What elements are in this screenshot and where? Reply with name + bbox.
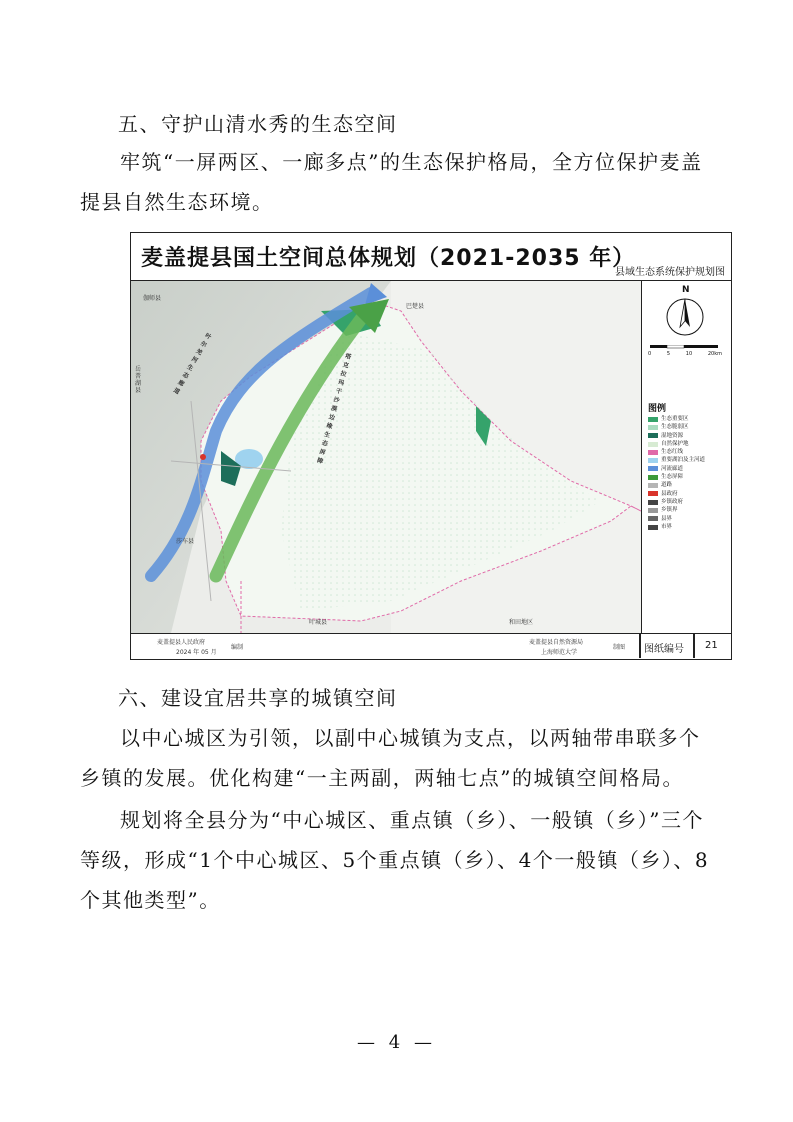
legend-swatch (648, 458, 658, 463)
legend-label: 生态重要区 (661, 416, 689, 422)
section-6-paragraph-2: 规划将全县分为“中心城区、重点镇（乡）、一般镇（乡）”三个等级，形成“1个中心城区、5个重点镇（乡）、4个一般镇（乡）、8个其他类型”。 (80, 808, 710, 912)
legend-item (648, 423, 705, 431)
footer-draw-label: 制图 (613, 644, 626, 651)
footer-org3: 上海师范大学 (541, 649, 578, 656)
section-6-heading: 六、建设宜居共享的城镇空间 (118, 686, 398, 710)
legend-swatch (648, 466, 658, 471)
legend-label: 湿地资源 (661, 432, 684, 439)
legend-item (648, 448, 705, 456)
legend-label: 道路 (661, 482, 673, 489)
legend-swatch (648, 500, 658, 505)
legend-item (648, 506, 705, 514)
legend-label: 自然保护地 (661, 440, 689, 447)
legend-label: 重要湖泊及主河道 (661, 457, 706, 464)
planning-map-figure (130, 232, 732, 660)
legend-swatch (648, 417, 658, 422)
legend-swatch (648, 433, 658, 438)
legend-label: 生态脆弱区 (661, 424, 689, 431)
legend-swatch (648, 516, 658, 521)
place-label-jiashi: 伽师县 (143, 295, 162, 302)
section-6-paragraph-1: 以中心城区为引领，以副中心城镇为支点，以两轴带串联多个乡镇的发展。优化构建“一主两副，两轴七点”的城镇空间格局。 (80, 726, 701, 790)
page-number: — 4 — (357, 1032, 436, 1053)
footer-divider (639, 634, 641, 658)
legend-label: 乡镇界 (661, 507, 678, 514)
legend-label: 县界 (661, 515, 673, 522)
legend-panel (641, 281, 731, 633)
footer-sheet-label: 图纸编号 (644, 644, 684, 655)
map-title: 麦盖提县国土空间总体规划（2021-2035 年） (141, 246, 636, 271)
footer-divider (693, 634, 695, 658)
footer-sheet-number: 21 (705, 640, 718, 651)
legend-item (648, 415, 705, 423)
legend-item (648, 498, 705, 506)
legend-label: 生态红线 (661, 449, 684, 456)
map-title-bar (131, 233, 731, 281)
section-5-heading: 五、守护山清水秀的生态空间 (118, 112, 398, 136)
legend-item (648, 440, 705, 448)
legend-item (648, 465, 705, 473)
section-5-paragraph: 牢筑“一屏两区、一廊多点”的生态保护格局，全方位保护麦盖提县自然生态环境。 (80, 150, 703, 214)
legend-title: 图例 (648, 404, 667, 414)
legend-item (648, 490, 705, 498)
legend-swatch (648, 450, 658, 455)
footer-compile-label: 编制 (231, 644, 244, 651)
legend-swatch (648, 508, 658, 513)
legend-label: 县政府 (661, 490, 678, 497)
place-label-yecheng: 叶城县 (309, 619, 328, 626)
legend-item (648, 473, 705, 481)
barrier-label: 塔克拉玛干沙漠边缘生态屏障 (316, 352, 352, 466)
scale-tick: 10 (685, 351, 693, 357)
scale-tick: 5 (666, 351, 671, 357)
legend-label: 生态屏障 (661, 474, 684, 481)
legend-label: 市界 (661, 523, 673, 530)
scale-tick: 20km (707, 351, 722, 357)
legend-list (648, 415, 705, 531)
county-seat-marker (200, 454, 206, 460)
footer-org2: 麦盖提县自然资源局 (529, 639, 584, 646)
legend-item (648, 481, 705, 489)
map-subtitle: 县域生态系统保护规划图 (615, 267, 725, 278)
legend-label: 乡镇政府 (661, 498, 684, 505)
north-label: N (682, 285, 690, 295)
map-area (131, 281, 641, 633)
footer-org1: 麦盖提县人民政府 (157, 639, 206, 646)
legend-swatch (648, 425, 658, 430)
scale-tick: 0 (648, 351, 652, 357)
place-label-yuepuhu: 岳普湖县 (135, 366, 142, 394)
legend-swatch (648, 442, 658, 447)
legend-label: 河流廊道 (661, 465, 684, 472)
legend-swatch (648, 475, 658, 480)
legend-swatch (648, 525, 658, 530)
footer-date: 2024 年 05 月 (176, 649, 217, 656)
scale-tick-labels (648, 351, 722, 357)
legend-item (648, 456, 705, 464)
legend-item (648, 515, 705, 523)
corridor-label: 叶尔羌河生态廊道 (172, 332, 213, 396)
legend-swatch (648, 483, 658, 488)
legend-item (648, 432, 705, 440)
legend-swatch (648, 491, 658, 496)
place-label-shache: 莎车县 (176, 538, 195, 545)
legend-item (648, 523, 705, 531)
place-label-hetian: 和田地区 (509, 619, 534, 626)
place-label-bachu: 巴楚县 (406, 303, 425, 310)
map-footer (131, 633, 731, 659)
